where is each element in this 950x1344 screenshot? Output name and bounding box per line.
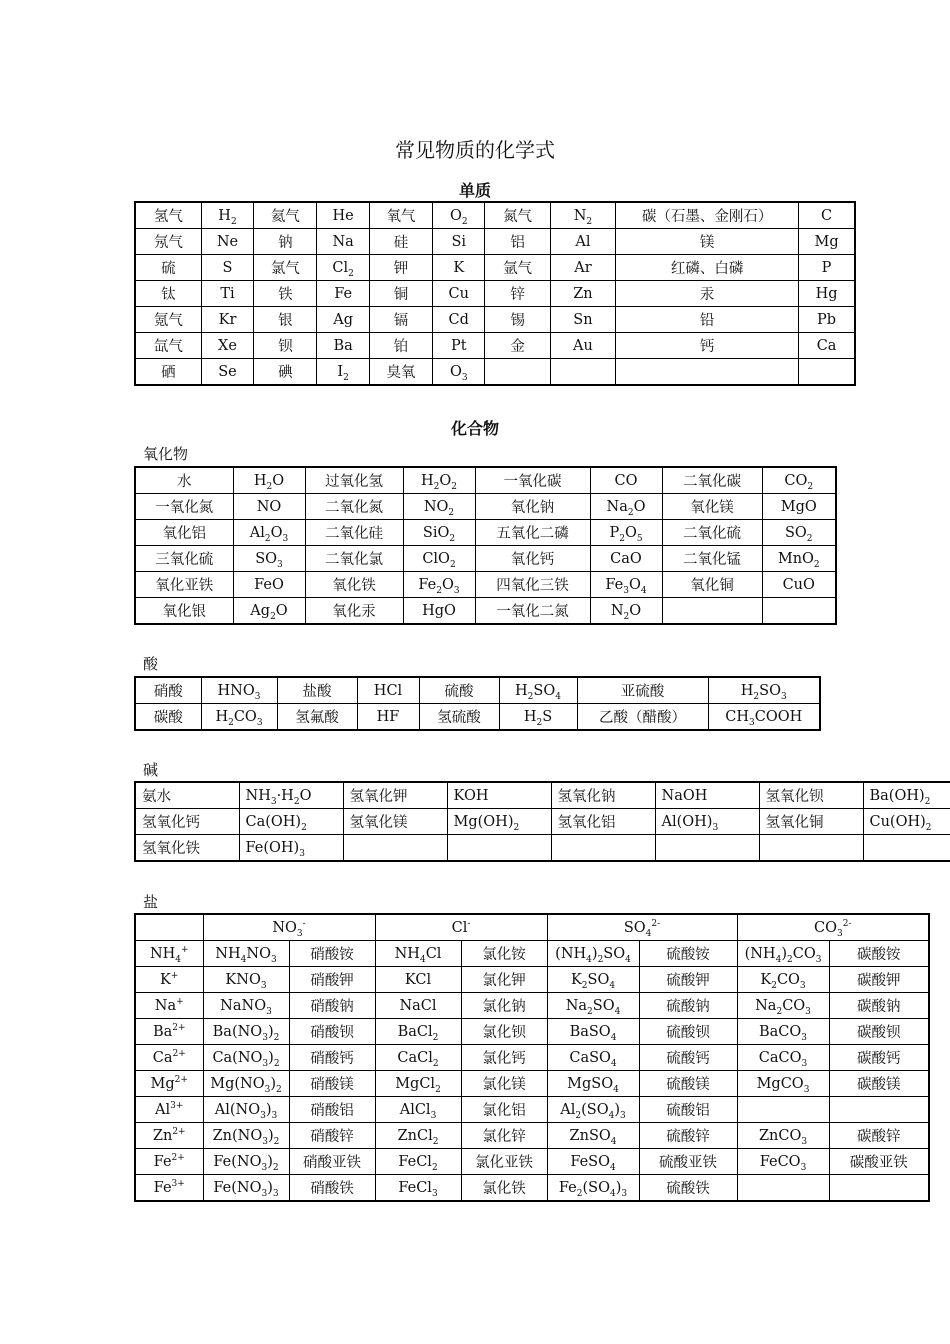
table-cell: 硫酸锌 [639,1123,737,1149]
oxides-label: 氧化物 [143,445,189,463]
table-cell: 氢气 [135,202,201,229]
anion-header: $SO_4^{2-}$ [547,914,737,941]
oxide-row [135,494,836,520]
salt-row [135,1149,929,1175]
table-cell: 碳酸镁 [829,1071,929,1097]
table-cell: 氩气 [485,255,550,281]
table-cell: 硝酸铁 [289,1175,375,1202]
table-cell: Ca [799,333,855,359]
table-cell: 氨水 [135,782,239,809]
table-cell: 氮气 [485,202,550,229]
table-cell: $H_2S$ [499,704,577,731]
table-cell: BaCO$_3$ [737,1019,829,1045]
table-cell: $H_2O$ [233,467,305,494]
table-cell: $Fe^{3+}$ [135,1175,203,1202]
table-cell: Sn [550,307,615,333]
table-cell: $H_2SO_3$ [708,677,820,704]
table-cell: $CH_3COOH$ [708,704,820,731]
table-cell: Cu [433,281,485,307]
table-cell: 二氧化氯 [305,546,403,572]
table-cell: 碳酸钾 [829,967,929,993]
table-cell: 氪气 [135,307,201,333]
table-cell: 硫酸铵 [639,941,737,967]
table-cell: 硫酸铝 [639,1097,737,1123]
table-cell: 硫酸钙 [639,1045,737,1071]
table-cell: ClO$_2$ [403,546,475,572]
base-row [135,809,950,835]
table-cell: 氯气 [254,255,317,281]
salts-header-corner [135,914,203,941]
acids-table [134,676,821,731]
table-cell: $CO_2$ [762,467,836,494]
salts-label: 盐 [143,893,159,911]
bases-label: 碱 [143,761,159,779]
table-cell: 氧化铜 [662,572,762,598]
table-cell: 二氧化硅 [305,520,403,546]
table-cell: $Zn^{2+}$ [135,1123,203,1149]
table-cell: 氢氧化钠 [551,782,655,809]
table-cell: 硫酸 [419,677,499,704]
anion-header: $CO_3^{2-}$ [737,914,929,941]
table-cell: $Na_2SO_4$ [547,993,639,1019]
table-cell: NaOH [655,782,759,809]
table-cell: 硝酸钡 [289,1019,375,1045]
acid-row [135,704,820,731]
elements-heading: 单质 [458,181,491,200]
table-cell: $HNO_3$ [201,677,277,704]
table-cell: 亚硫酸 [577,677,708,704]
table-cell: $O_3$ [433,359,485,386]
table-cell: $I_2$ [317,359,369,386]
table-cell: $Ba(NO_3)_2$ [203,1019,289,1045]
table-cell: 氧化银 [135,598,233,625]
table-cell: 氖气 [135,229,201,255]
table-cell: $H_2O_2$ [403,467,475,494]
table-cell: $N_2$ [550,202,615,229]
page-title: 常见物质的化学式 [395,138,555,162]
table-cell: $SO_2$ [762,520,836,546]
table-cell: Ba [317,333,369,359]
table-cell: $NH_4^+$ [135,941,203,967]
table-cell: 碳（石墨、金刚石） [616,202,799,229]
table-cell [829,1175,929,1202]
table-cell: $Mg(NO_3)_2$ [203,1071,289,1097]
table-cell: 五氧化二磷 [475,520,590,546]
acids-label: 酸 [143,655,159,673]
table-cell: 氯化亚铁 [461,1149,547,1175]
table-cell: 硝酸铵 [289,941,375,967]
table-cell: CaO [590,546,662,572]
table-cell: $Mg^{2+}$ [135,1071,203,1097]
salts-header-row [135,914,929,941]
table-cell: 硫酸镁 [639,1071,737,1097]
table-cell: $Ca(NO_3)_2$ [203,1045,289,1071]
table-cell: ZnCl$_2$ [375,1123,461,1149]
table-cell: 过氧化氢 [305,467,403,494]
table-cell: $Cu(OH)_2$ [863,809,950,835]
table-cell: 硝酸钠 [289,993,375,1019]
table-cell: 二氧化锰 [662,546,762,572]
table-cell [485,359,550,386]
table-cell: Hg [799,281,855,307]
table-cell: $NH_4NO_3$ [203,941,289,967]
table-cell: $Ca(OH)_2$ [239,809,343,835]
table-cell: FeCl$_2$ [375,1149,461,1175]
table-cell: $Mg(OH)_2$ [447,809,551,835]
table-cell: $Cl_2$ [317,255,369,281]
table-cell: 氧气 [369,202,432,229]
table-cell: $NH_3\cdot H_2O$ [239,782,343,809]
table-cell: CaSO$_4$ [547,1045,639,1071]
table-cell: BaSO$_4$ [547,1019,639,1045]
table-cell: 红磷、白磷 [616,255,799,281]
table-cell: 乙酸（醋酸） [577,704,708,731]
compounds-heading: 化合物 [450,419,499,438]
table-cell: FeSO$_4$ [547,1149,639,1175]
table-cell: $Na_2CO_3$ [737,993,829,1019]
table-cell: $Fe^{2+}$ [135,1149,203,1175]
table-cell: 硝酸亚铁 [289,1149,375,1175]
table-cell: 氯化铝 [461,1097,547,1123]
table-cell [550,359,615,386]
table-cell: $Al_2O_3$ [233,520,305,546]
table-cell: 氧化钠 [475,494,590,520]
table-cell: Si [433,229,485,255]
table-cell: CaCl$_2$ [375,1045,461,1071]
table-cell: He [317,202,369,229]
table-cell: $Ba(OH)_2$ [863,782,950,809]
anion-header: Cl- [375,914,547,941]
salt-row [135,1045,929,1071]
table-cell: 铜 [369,281,432,307]
table-cell: 氯化镁 [461,1071,547,1097]
table-cell: 氯化锌 [461,1123,547,1149]
table-cell: 碳酸钙 [829,1045,929,1071]
table-cell: FeCO$_3$ [737,1149,829,1175]
table-cell [737,1097,829,1123]
table-cell: 硅 [369,229,432,255]
table-cell: FeCl$_3$ [375,1175,461,1202]
table-cell: $Al(NO_3)_3$ [203,1097,289,1123]
oxide-row [135,546,836,572]
table-cell: $Fe(NO_3)_2$ [203,1149,289,1175]
table-cell [616,359,799,386]
table-cell: $P_2O_5$ [590,520,662,546]
table-cell: Au [550,333,615,359]
table-cell: 氧化钙 [475,546,590,572]
table-cell: 银 [254,307,317,333]
table-cell: $H_2$ [201,202,253,229]
table-cell: 氢氧化钾 [343,782,447,809]
table-cell: $Ba^{2+}$ [135,1019,203,1045]
element-row [135,307,855,333]
table-cell: 铂 [369,333,432,359]
table-cell: 碘 [254,359,317,386]
table-cell: 硝酸锌 [289,1123,375,1149]
table-cell: 二氧化碳 [662,467,762,494]
table-cell: 铅 [616,307,799,333]
table-cell: 盐酸 [277,677,357,704]
table-cell [551,835,655,862]
table-cell: HF [357,704,419,731]
table-cell: HgO [403,598,475,625]
table-cell: 锡 [485,307,550,333]
table-cell: 钛 [135,281,201,307]
table-cell: MgCO$_3$ [737,1071,829,1097]
table-cell: 硝酸钙 [289,1045,375,1071]
table-cell: 铁 [254,281,317,307]
table-cell: 氦气 [254,202,317,229]
table-cell: 硫酸亚铁 [639,1149,737,1175]
table-cell: $(NH_4)_2CO_3$ [737,941,829,967]
element-row [135,229,855,255]
table-cell: 氯化钡 [461,1019,547,1045]
table-cell: $Fe_3O_4$ [590,572,662,598]
table-cell [662,598,762,625]
acid-row [135,677,820,704]
table-cell: 氯化铁 [461,1175,547,1202]
table-cell: $Fe(NO_3)_3$ [203,1175,289,1202]
table-cell: KOH [447,782,551,809]
element-row [135,359,855,386]
bases-table [134,781,950,862]
table-cell: AlCl$_3$ [375,1097,461,1123]
base-row [135,835,950,862]
oxides-table [134,466,837,625]
salts-table [134,913,930,1202]
table-cell: 氧化亚铁 [135,572,233,598]
table-cell: Cd [433,307,485,333]
table-cell: K [433,255,485,281]
table-cell: 硫酸钡 [639,1019,737,1045]
table-cell: $SO_3$ [233,546,305,572]
table-cell: 碳酸钡 [829,1019,929,1045]
table-cell: $NH_4Cl$ [375,941,461,967]
table-cell: Se [201,359,253,386]
table-cell: $H_2SO_4$ [499,677,577,704]
element-row [135,255,855,281]
table-cell: $N_2O$ [590,598,662,625]
table-cell: 氯化钾 [461,967,547,993]
table-cell: $Zn(NO_3)_2$ [203,1123,289,1149]
table-cell [737,1175,829,1202]
table-cell: 镉 [369,307,432,333]
table-cell [799,359,855,386]
table-cell: 氙气 [135,333,201,359]
table-cell: 镁 [616,229,799,255]
table-cell: Pt [433,333,485,359]
table-cell: 碳酸亚铁 [829,1149,929,1175]
table-cell: 氢氧化钡 [759,782,863,809]
table-cell: MgO [762,494,836,520]
table-cell: 碳酸钠 [829,993,929,1019]
table-cell: $O_2$ [433,202,485,229]
oxide-row [135,572,836,598]
table-cell: S [201,255,253,281]
table-cell: Kr [201,307,253,333]
table-cell: Ar [550,255,615,281]
table-cell: $K_2CO_3$ [737,967,829,993]
base-row [135,782,950,809]
element-row [135,333,855,359]
salt-row [135,1071,929,1097]
table-cell: CuO [762,572,836,598]
table-cell: 氧化铝 [135,520,233,546]
table-cell: NaNO$_3$ [203,993,289,1019]
salt-row [135,1019,929,1045]
table-cell: K+ [135,967,203,993]
table-cell: 汞 [616,281,799,307]
table-cell: $Fe_2(SO_4)_3$ [547,1175,639,1202]
table-cell: $Fe(OH)_3$ [239,835,343,862]
table-cell: Ti [201,281,253,307]
table-cell: P [799,255,855,281]
table-cell: $KNO_3$ [203,967,289,993]
table-cell: 硝酸铝 [289,1097,375,1123]
table-cell [863,835,950,862]
table-cell: NaCl [375,993,461,1019]
table-cell: 硝酸钾 [289,967,375,993]
table-cell: $NO_2$ [403,494,475,520]
table-cell: 锌 [485,281,550,307]
table-cell: 硫酸钾 [639,967,737,993]
table-cell [447,835,551,862]
table-cell: 钾 [369,255,432,281]
salt-row [135,1175,929,1202]
table-cell: 臭氧 [369,359,432,386]
table-cell: KCl [375,967,461,993]
table-cell: MgCl$_2$ [375,1071,461,1097]
table-cell: $Na_2O$ [590,494,662,520]
table-cell: 氢硫酸 [419,704,499,731]
table-cell: Al [550,229,615,255]
table-cell: Xe [201,333,253,359]
table-cell: 硒 [135,359,201,386]
table-cell: 碳酸锌 [829,1123,929,1149]
anion-header: $NO_3^-$ [203,914,375,941]
table-cell [762,598,836,625]
table-cell: 氢氟酸 [277,704,357,731]
table-cell: $Al_2(SO_4)_3$ [547,1097,639,1123]
table-cell: CaCO$_3$ [737,1045,829,1071]
table-cell: 硫 [135,255,201,281]
table-cell: 氧化铁 [305,572,403,598]
table-cell: Pb [799,307,855,333]
table-cell: 一氧化碳 [475,467,590,494]
table-cell: ZnCO$_3$ [737,1123,829,1149]
table-cell: Na+ [135,993,203,1019]
table-cell: 硝酸 [135,677,201,704]
table-cell: Ne [201,229,253,255]
salt-row [135,1123,929,1149]
table-cell: Na [317,229,369,255]
table-cell: 金 [485,333,550,359]
table-cell: BaCl$_2$ [375,1019,461,1045]
table-cell: 氢氧化铜 [759,809,863,835]
table-cell: HCl [357,677,419,704]
table-cell: $(NH_4)_2SO_4$ [547,941,639,967]
table-cell [343,835,447,862]
table-cell: 一氧化氮 [135,494,233,520]
salt-row [135,993,929,1019]
table-cell: 硫酸铁 [639,1175,737,1202]
table-cell: 四氧化三铁 [475,572,590,598]
table-cell [759,835,863,862]
table-cell [829,1097,929,1123]
table-cell: 氢氧化镁 [343,809,447,835]
salt-row [135,1097,929,1123]
table-cell: 氯化钠 [461,993,547,1019]
table-cell: 氧化镁 [662,494,762,520]
table-cell: Fe [317,281,369,307]
table-cell: 硫酸钠 [639,993,737,1019]
table-cell: $Al^{3+}$ [135,1097,203,1123]
table-cell: 三氧化硫 [135,546,233,572]
table-cell: Ag [317,307,369,333]
table-cell: $Al(OH)_3$ [655,809,759,835]
oxide-row [135,520,836,546]
table-cell: MgSO$_4$ [547,1071,639,1097]
table-cell: Zn [550,281,615,307]
table-cell: MnO$_2$ [762,546,836,572]
table-cell: 钙 [616,333,799,359]
oxide-row [135,467,836,494]
table-cell: 二氧化氮 [305,494,403,520]
table-cell: $Ca^{2+}$ [135,1045,203,1071]
table-cell: $Fe_2O_3$ [403,572,475,598]
table-cell: 碳酸铵 [829,941,929,967]
table-cell: Mg [799,229,855,255]
table-cell: $K_2SO_4$ [547,967,639,993]
table-cell: CO [590,467,662,494]
oxide-row [135,598,836,625]
table-cell: 一氧化二氮 [475,598,590,625]
table-cell: NO [233,494,305,520]
table-cell: 氢氧化钙 [135,809,239,835]
table-cell: 水 [135,467,233,494]
table-cell: FeO [233,572,305,598]
table-cell: 二氧化硫 [662,520,762,546]
table-cell: 氢氧化铁 [135,835,239,862]
table-cell: 钡 [254,333,317,359]
table-cell [655,835,759,862]
table-cell: C [799,202,855,229]
table-cell: 氯化钙 [461,1045,547,1071]
elements-table [134,201,856,386]
table-cell: ZnSO$_4$ [547,1123,639,1149]
salt-row [135,941,929,967]
element-row [135,202,855,229]
table-cell: 钠 [254,229,317,255]
table-cell: 硝酸镁 [289,1071,375,1097]
table-cell: 碳酸 [135,704,201,731]
table-cell: 氯化铵 [461,941,547,967]
table-cell: 氧化汞 [305,598,403,625]
table-cell: $Ag_2O$ [233,598,305,625]
salt-row [135,967,929,993]
table-cell: SiO$_2$ [403,520,475,546]
element-row [135,281,855,307]
table-cell: $H_2CO_3$ [201,704,277,731]
table-cell: 氢氧化铝 [551,809,655,835]
table-cell: 铝 [485,229,550,255]
